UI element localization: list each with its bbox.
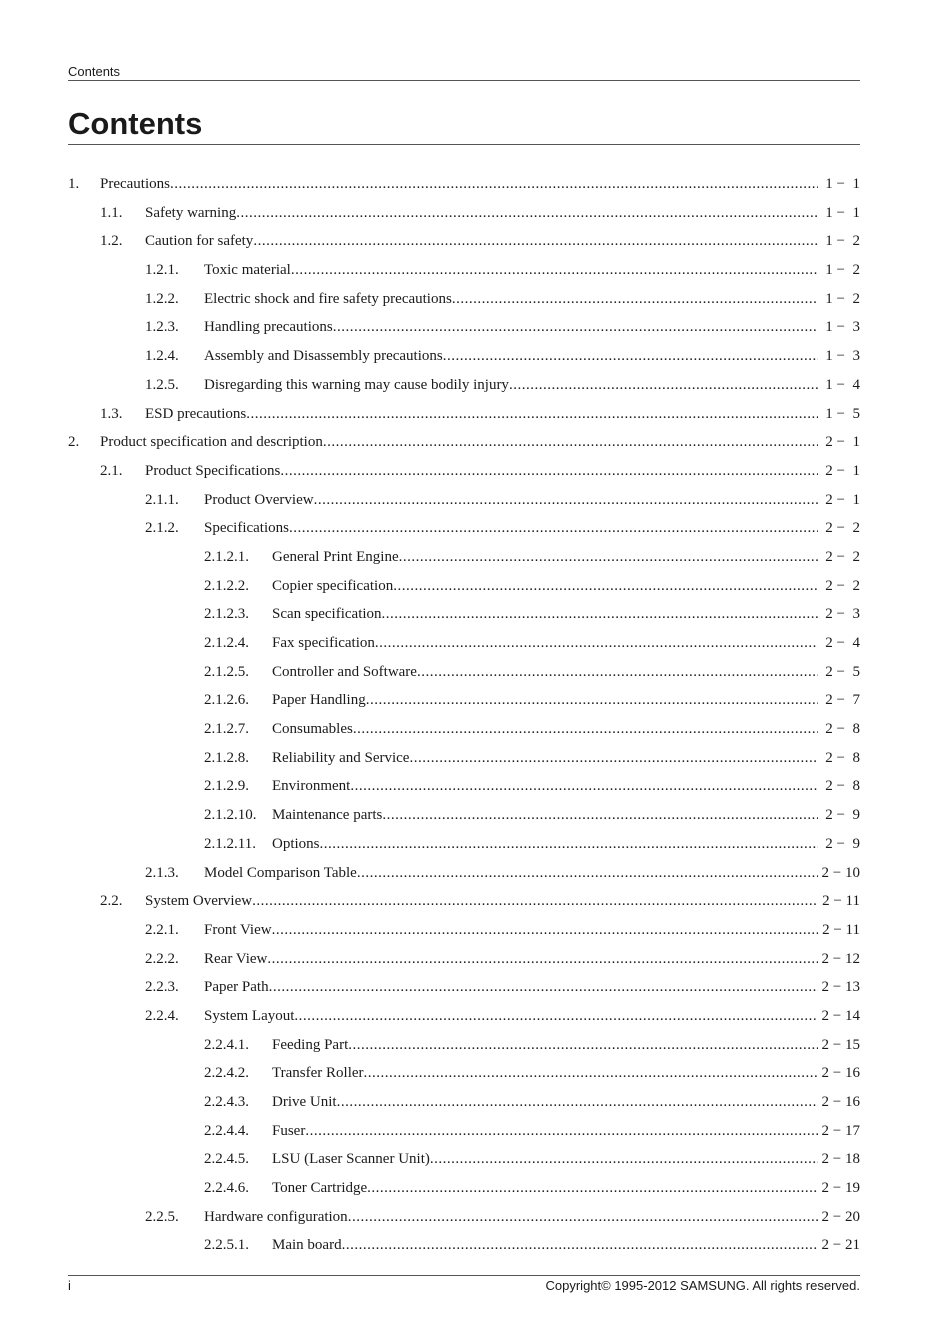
toc-entry[interactable] xyxy=(68,887,860,916)
toc-entry-number: 2.1.3. xyxy=(145,864,179,881)
toc-dot-leader xyxy=(342,1231,818,1260)
toc-dot-leader xyxy=(269,973,818,1002)
toc-entry-page[interactable]: 2 − 2 xyxy=(825,548,860,565)
toc-entry-number: 2.1.2.1. xyxy=(204,548,249,565)
toc-entry-number: 2.2.2. xyxy=(145,950,179,967)
toc-entry-title[interactable]: Options xyxy=(272,835,320,852)
toc-entry-number: 2.1. xyxy=(100,462,123,479)
toc-entry-number: 2.1.2.11. xyxy=(204,835,256,852)
toc-entry-number: 2.1.2.3. xyxy=(204,606,249,623)
toc-entry-page[interactable]: 2 − 15 xyxy=(821,1036,860,1053)
toc-entry-page[interactable]: 2 − 1 xyxy=(825,434,860,451)
toc-entry-page[interactable]: 2 − 7 xyxy=(825,692,860,709)
toc-entry-page[interactable]: 2 − 16 xyxy=(821,1094,860,1110)
toc-entry-title[interactable]: Maintenance parts xyxy=(272,807,383,824)
toc-entry-page[interactable]: 2 − 20 xyxy=(821,1208,860,1225)
toc-entry-page[interactable]: 1 − 4 xyxy=(825,376,860,393)
toc-entry-title[interactable]: Copier specification xyxy=(272,577,394,594)
toc-entry[interactable] xyxy=(68,1117,860,1146)
running-header-title: Contents xyxy=(68,64,121,79)
toc-entry-title[interactable]: Specifications xyxy=(204,520,289,537)
footer-page-number: i xyxy=(68,1278,71,1293)
page-title: Contents xyxy=(68,106,860,145)
toc-entry-page[interactable]: 2 − 18 xyxy=(821,1151,860,1168)
toc-entry-page[interactable]: 1 − 1 xyxy=(825,204,860,221)
toc-entry[interactable] xyxy=(68,600,860,629)
toc-entry-title[interactable]: Rear View xyxy=(204,950,268,967)
toc-entry-page[interactable]: 2 − 11 xyxy=(822,893,860,910)
toc-dot-leader xyxy=(409,744,818,773)
toc-dot-leader xyxy=(382,801,818,830)
toc-entry[interactable] xyxy=(68,572,860,601)
toc-entry-page[interactable]: 2 − 2 xyxy=(825,577,860,594)
toc-entry-title[interactable]: Toxic material xyxy=(204,262,291,279)
toc-entry-page[interactable]: 2 − 13 xyxy=(821,979,860,996)
toc-entry-title[interactable]: Toner Cartridge xyxy=(272,1180,368,1197)
toc-entry-title[interactable]: LSU (Laser Scanner Unit) xyxy=(272,1151,430,1168)
toc-entry[interactable] xyxy=(68,1174,860,1203)
toc-dot-leader xyxy=(323,428,818,457)
toc-entry[interactable] xyxy=(68,1088,860,1117)
toc-entry-title[interactable]: Front View xyxy=(204,921,272,938)
toc-entry-title[interactable]: Safety warning xyxy=(145,204,237,221)
toc-dot-leader xyxy=(509,371,818,400)
toc-entry-page[interactable]: 2 − 19 xyxy=(821,1180,860,1197)
toc-dot-leader xyxy=(294,1002,818,1031)
toc-entry-page[interactable]: 1 − 1 xyxy=(825,176,860,192)
toc-entry-page[interactable]: 2 − 11 xyxy=(822,921,860,938)
toc-entry-number: 2.2.5.1. xyxy=(204,1237,249,1254)
toc-entry-page[interactable]: 2 − 12 xyxy=(821,950,860,967)
toc-dot-leader xyxy=(291,256,818,285)
toc-dot-leader xyxy=(246,400,818,429)
toc-dot-leader xyxy=(314,486,818,515)
toc-entry[interactable] xyxy=(68,686,860,715)
toc-entry-number: 1.2.4. xyxy=(145,348,179,365)
toc-entry[interactable] xyxy=(68,1145,860,1174)
toc-entry-number: 2.1.2.5. xyxy=(204,663,249,680)
toc-entry-page[interactable]: 2 − 14 xyxy=(821,1007,860,1024)
toc-entry-number: 2.1.2.10. xyxy=(204,807,257,824)
toc-dot-leader xyxy=(348,1031,818,1060)
toc-entry-number: 2.2.4.1. xyxy=(204,1036,249,1053)
toc-entry-title[interactable]: Precautions xyxy=(100,176,170,192)
toc-entry[interactable] xyxy=(68,428,860,457)
toc-entry-number: 2.2. xyxy=(100,893,123,910)
toc-entry-number: 2.1.2.7. xyxy=(204,721,249,738)
toc-entry-number: 2.2.4.5. xyxy=(204,1151,249,1168)
toc-entry[interactable] xyxy=(68,830,860,859)
toc-entry[interactable] xyxy=(68,715,860,744)
running-header xyxy=(68,64,860,81)
toc-entry-title[interactable]: Reliability and Service xyxy=(272,749,410,766)
toc-entry-number: 1.2.2. xyxy=(145,290,179,307)
toc-entry-title[interactable]: System Overview xyxy=(145,893,253,910)
toc-dot-leader xyxy=(320,830,818,859)
toc-dot-leader xyxy=(367,1174,818,1203)
toc-entry-page[interactable]: 2 − 9 xyxy=(825,807,860,824)
toc-entry-title[interactable]: Fax specification xyxy=(272,635,375,651)
toc-entry[interactable] xyxy=(68,543,860,572)
toc-entry-number: 2.2.1. xyxy=(145,921,179,938)
toc-entry-page[interactable]: 1 − 2 xyxy=(825,233,860,250)
toc-dot-leader xyxy=(305,1117,818,1146)
toc-entry-page[interactable]: 1 − 2 xyxy=(825,290,860,307)
toc-dot-leader xyxy=(375,629,818,658)
toc-entry[interactable] xyxy=(68,916,860,945)
toc-entry-page[interactable]: 1 − 2 xyxy=(825,262,860,279)
toc-dot-leader xyxy=(337,1088,818,1117)
toc-entry-title[interactable]: Transfer Roller xyxy=(272,1065,364,1082)
toc-entry[interactable] xyxy=(68,256,860,285)
toc-entry-page[interactable]: 2 − 8 xyxy=(825,749,860,766)
toc-entry-number: 2.1.2. xyxy=(145,520,179,537)
toc-entry-number: 2.2.4.4. xyxy=(204,1122,249,1139)
toc-entry-title[interactable]: Assembly and Disassembly precautions xyxy=(204,348,443,365)
toc-entry[interactable] xyxy=(68,227,860,256)
toc-entry-number: 1.2.1. xyxy=(145,262,179,279)
toc-entry-number: 2.2.3. xyxy=(145,979,179,996)
toc-entry-title[interactable]: ESD precautions xyxy=(145,405,247,422)
toc-entry-page[interactable]: 2 − 8 xyxy=(825,721,860,738)
toc-entry-title[interactable]: Main board xyxy=(272,1237,342,1254)
toc-entry[interactable] xyxy=(68,1231,860,1260)
toc-entry-page[interactable]: 1 − 3 xyxy=(825,348,860,365)
toc-entry-title[interactable]: Environment xyxy=(272,778,351,795)
toc-entry-page[interactable]: 2 − 8 xyxy=(825,778,860,795)
toc-entry-title[interactable]: Controller and Software xyxy=(272,663,417,680)
toc-dot-leader xyxy=(252,887,818,916)
toc-entry-title[interactable]: Handling precautions xyxy=(204,319,333,336)
toc-entry-page[interactable]: 1 − 3 xyxy=(825,319,860,336)
toc-entry[interactable] xyxy=(68,772,860,801)
toc-dot-leader xyxy=(236,199,818,228)
toc-entry-title[interactable]: Hardware configuration xyxy=(204,1208,348,1225)
toc-entry-page[interactable]: 2 − 1 xyxy=(825,462,860,479)
toc-entry-title[interactable]: Feeding Part xyxy=(272,1036,349,1053)
toc-dot-leader xyxy=(399,543,818,572)
toc-entry[interactable] xyxy=(68,514,860,543)
toc-entry-title[interactable]: Product Overview xyxy=(204,491,314,508)
toc-entry[interactable] xyxy=(68,313,860,342)
toc-entry-number: 2.2.4.3. xyxy=(204,1094,249,1110)
toc-entry-number: 1.3. xyxy=(100,405,123,422)
running-footer xyxy=(68,1275,860,1294)
toc-entry-title[interactable]: Disregarding this warning may cause bodily injury xyxy=(204,376,509,393)
toc-entry[interactable] xyxy=(68,1203,860,1232)
toc-entry-title[interactable]: Product specification and description xyxy=(100,434,323,451)
toc-dot-leader xyxy=(170,170,818,199)
toc-entry-page[interactable]: 2 − 5 xyxy=(825,663,860,680)
toc-dot-leader xyxy=(366,686,818,715)
toc-entry[interactable] xyxy=(68,170,860,199)
toc-dot-leader xyxy=(253,227,818,256)
toc-entry-number: 1.2.3. xyxy=(145,319,179,336)
toc-entry-number: 2.2.4.6. xyxy=(204,1180,249,1197)
toc-dot-leader xyxy=(452,285,818,314)
toc-entry[interactable] xyxy=(68,1059,860,1088)
toc-entry-page[interactable]: 2 − 9 xyxy=(825,835,860,852)
toc-entry-page[interactable]: 2 − 16 xyxy=(821,1065,860,1082)
toc-dot-leader xyxy=(272,916,818,945)
toc-entry-number: 1.2.5. xyxy=(145,376,179,393)
toc-entry-title[interactable]: Model Comparison Table xyxy=(204,864,357,881)
toc-entry[interactable] xyxy=(68,199,860,228)
toc-entry-title[interactable]: Caution for safety xyxy=(145,233,254,250)
toc-entry-title[interactable]: General Print Engine xyxy=(272,548,399,565)
toc-entry[interactable] xyxy=(68,457,860,486)
toc-entry[interactable] xyxy=(68,1031,860,1060)
toc-entry-page[interactable]: 2 − 21 xyxy=(821,1237,860,1254)
footer-copyright: Copyright© 1995-2012 SAMSUNG. All rights reserved. xyxy=(545,1278,860,1293)
toc-entry-number: 1. xyxy=(68,176,80,192)
toc-dot-leader xyxy=(393,572,818,601)
toc-entry-page[interactable]: 2 − 4 xyxy=(825,635,860,651)
toc-entry-title[interactable]: Electric shock and fire safety precautions xyxy=(204,290,452,307)
toc-dot-leader xyxy=(417,658,818,687)
toc-entry-title[interactable]: Drive Unit xyxy=(272,1094,337,1110)
toc-entry[interactable] xyxy=(68,371,860,400)
toc-entry-page[interactable]: 2 − 10 xyxy=(821,864,860,881)
toc-entry[interactable] xyxy=(68,486,860,515)
toc-entry-title[interactable]: Consumables xyxy=(272,721,353,738)
toc-entry-page[interactable]: 2 − 3 xyxy=(825,606,860,623)
table-of-contents xyxy=(68,170,860,1260)
toc-entry-title[interactable]: Fuser xyxy=(272,1122,306,1139)
toc-dot-leader xyxy=(443,342,818,371)
toc-entry[interactable] xyxy=(68,744,860,773)
toc-dot-leader xyxy=(430,1145,818,1174)
toc-dot-leader xyxy=(350,772,818,801)
toc-entry-number: 2.1.2.4. xyxy=(204,635,249,651)
toc-entry-page[interactable]: 1 − 5 xyxy=(825,405,860,422)
toc-dot-leader xyxy=(353,715,818,744)
toc-entry-page[interactable]: 2 − 17 xyxy=(821,1122,860,1139)
toc-entry[interactable] xyxy=(68,658,860,687)
toc-entry-number: 2.2.4. xyxy=(145,1007,179,1024)
toc-dot-leader xyxy=(333,313,818,342)
toc-entry-number: 2.1.2.8. xyxy=(204,749,249,766)
toc-entry[interactable] xyxy=(68,973,860,1002)
toc-entry-number: 2. xyxy=(68,434,80,451)
toc-entry[interactable] xyxy=(68,945,860,974)
toc-entry-page[interactable]: 2 − 1 xyxy=(825,491,860,508)
toc-entry[interactable] xyxy=(68,285,860,314)
toc-entry[interactable] xyxy=(68,801,860,830)
toc-entry-number: 2.2.4.2. xyxy=(204,1065,249,1082)
toc-dot-leader xyxy=(267,945,818,974)
toc-entry-title[interactable]: Scan specification xyxy=(272,606,382,623)
toc-dot-leader xyxy=(348,1203,818,1232)
toc-entry-number: 2.2.5. xyxy=(145,1208,179,1225)
toc-entry[interactable] xyxy=(68,400,860,429)
toc-entry-page[interactable]: 2 − 2 xyxy=(825,520,860,537)
toc-entry[interactable] xyxy=(68,859,860,888)
toc-entry[interactable] xyxy=(68,342,860,371)
toc-dot-leader xyxy=(364,1059,818,1088)
toc-dot-leader xyxy=(280,457,818,486)
toc-entry-number: 1.2. xyxy=(100,233,123,250)
toc-entry-number: 2.1.2.6. xyxy=(204,692,249,709)
toc-entry-number: 1.1. xyxy=(100,204,123,221)
toc-entry-number: 2.1.1. xyxy=(145,491,179,508)
toc-entry-number: 2.1.2.9. xyxy=(204,778,249,795)
toc-entry[interactable] xyxy=(68,1002,860,1031)
toc-entry-title[interactable]: System Layout xyxy=(204,1007,295,1024)
toc-dot-leader xyxy=(382,600,818,629)
toc-entry-title[interactable]: Paper Handling xyxy=(272,692,366,709)
toc-entry-title[interactable]: Paper Path xyxy=(204,979,269,996)
toc-dot-leader xyxy=(357,859,818,888)
toc-dot-leader xyxy=(289,514,818,543)
toc-entry[interactable] xyxy=(68,629,860,658)
toc-entry-title[interactable]: Product Specifications xyxy=(145,462,281,479)
toc-entry-number: 2.1.2.2. xyxy=(204,577,249,594)
